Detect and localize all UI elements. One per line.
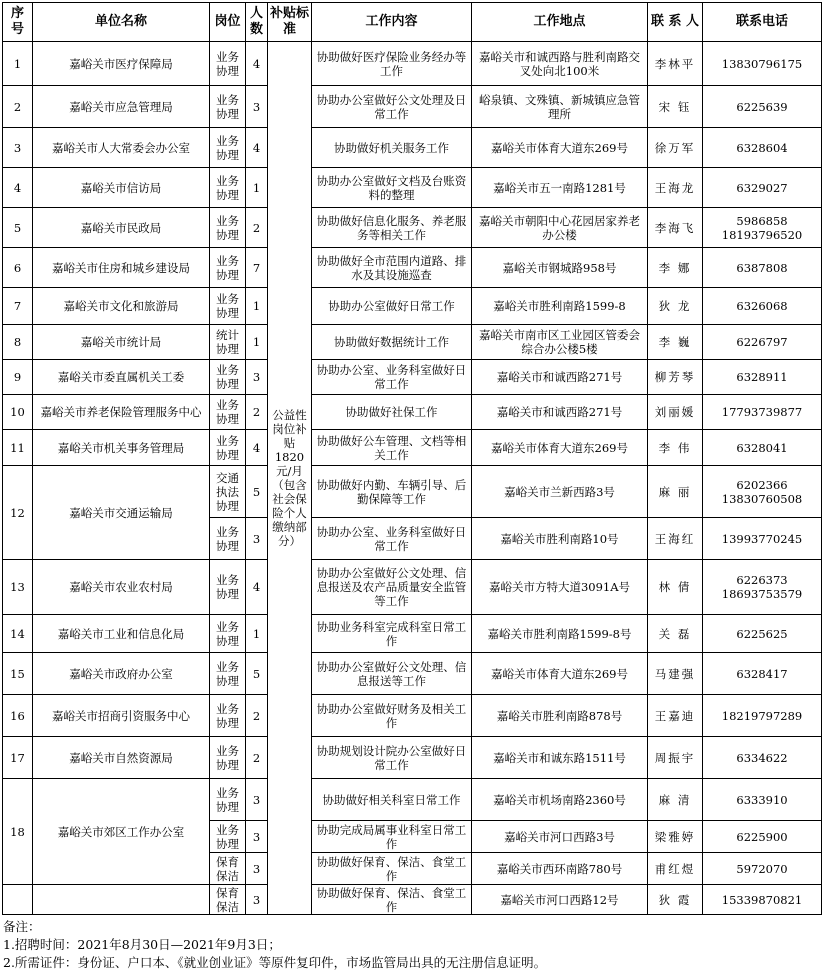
row-content: 协助做好医疗保险业务经办等工作	[312, 42, 472, 86]
row-post: 业务协理	[210, 653, 246, 695]
row-unit: 嘉峪关市住房和城乡建设局	[33, 248, 210, 288]
table-row	[3, 208, 822, 248]
row-count: 2	[246, 395, 268, 430]
header-post: 岗位	[210, 3, 246, 42]
row-content: 协助办公室做好文档及台账资料的整理	[312, 168, 472, 208]
row-seq: 14	[3, 615, 33, 653]
row-unit: 嘉峪关市政府办公室	[33, 653, 210, 695]
table-row	[3, 430, 822, 466]
row-seq: 9	[3, 360, 33, 395]
row-location: 嘉峪关市和诚西路271号	[472, 395, 648, 430]
row-count: 1	[246, 168, 268, 208]
row-seq: 4	[3, 168, 33, 208]
row-phone: 6226797	[703, 325, 822, 360]
row-location: 嘉峪关市西环南路780号	[472, 853, 648, 885]
table-row	[3, 885, 822, 915]
row-unit: 嘉峪关市统计局	[33, 325, 210, 360]
row-contact: 王海龙	[648, 168, 703, 208]
row-count: 3	[246, 885, 268, 915]
row-seq: 1	[3, 42, 33, 86]
row-content: 协助做好保育、保洁、食堂工作	[312, 853, 472, 885]
row-post: 业务协理	[210, 737, 246, 779]
row-phone: 6225639	[703, 86, 822, 128]
row-location: 嘉峪关市兰新西路3号	[472, 466, 648, 518]
row-phone: 6334622	[703, 737, 822, 779]
row-content: 协助做好数据统计工作	[312, 325, 472, 360]
row-post: 业务协理	[210, 86, 246, 128]
row-post: 统计协理	[210, 325, 246, 360]
row-post: 业务协理	[210, 779, 246, 821]
row-seq: 6	[3, 248, 33, 288]
row-unit: 嘉峪关市农业农村局	[33, 560, 210, 615]
header-unit: 单位名称	[33, 3, 210, 42]
row-phone: 13993770245	[703, 518, 822, 560]
row-seq: 3	[3, 128, 33, 168]
row-seq: 11	[3, 430, 33, 466]
row-contact: 刘丽媛	[648, 395, 703, 430]
row-seq: 12	[3, 466, 33, 560]
row-count: 1	[246, 615, 268, 653]
row-unit	[33, 885, 210, 915]
table-row	[3, 168, 822, 208]
row-unit: 嘉峪关市信访局	[33, 168, 210, 208]
row-post: 业务协理	[210, 168, 246, 208]
row-location: 嘉峪关市钢城路958号	[472, 248, 648, 288]
row-unit: 嘉峪关市文化和旅游局	[33, 288, 210, 325]
row-contact: 王海红	[648, 518, 703, 560]
positions-table	[2, 2, 822, 915]
row-contact: 狄 龙	[648, 288, 703, 325]
row-phone: 6328604	[703, 128, 822, 168]
row-contact: 关 磊	[648, 615, 703, 653]
table-body	[3, 42, 822, 915]
row-post: 业务协理	[210, 208, 246, 248]
row-unit: 嘉峪关市委直属机关工委	[33, 360, 210, 395]
row-count: 1	[246, 288, 268, 325]
row-content: 协助做好公车管理、文档等相关工作	[312, 430, 472, 466]
row-unit: 嘉峪关市养老保险管理服务中心	[33, 395, 210, 430]
row-content: 协助做好全市范围内道路、排水及其设施巡查	[312, 248, 472, 288]
table-row	[3, 615, 822, 653]
header-contact: 联 系 人	[648, 3, 703, 42]
row-unit: 嘉峪关市应急管理局	[33, 86, 210, 128]
row-unit: 嘉峪关市人大常委会办公室	[33, 128, 210, 168]
table-row	[3, 466, 822, 518]
subsidy-standard: 公益性岗位补贴1820元/月（包含社会保险个人缴纳部分）	[268, 42, 312, 915]
row-count: 3	[246, 86, 268, 128]
row-count: 2	[246, 208, 268, 248]
table-row	[3, 86, 822, 128]
table-row	[3, 128, 822, 168]
row-contact: 马建强	[648, 653, 703, 695]
row-unit: 嘉峪关市郊区工作办公室	[33, 779, 210, 885]
row-count: 4	[246, 560, 268, 615]
row-location: 嘉峪关市机场南路2360号	[472, 779, 648, 821]
row-phone: 6202366 13830760508	[703, 466, 822, 518]
row-contact: 柳芳琴	[648, 360, 703, 395]
row-post: 业务协理	[210, 248, 246, 288]
row-phone: 6328911	[703, 360, 822, 395]
header-count: 人数	[246, 3, 268, 42]
notes	[3, 918, 821, 972]
row-unit: 嘉峪关市医疗保障局	[33, 42, 210, 86]
row-content: 协助办公室做好公文处理及日常工作	[312, 86, 472, 128]
row-location: 嘉峪关市胜利南路878号	[472, 695, 648, 737]
row-post: 业务协理	[210, 128, 246, 168]
row-seq: 17	[3, 737, 33, 779]
row-phone: 6226373 18693753579	[703, 560, 822, 615]
row-count: 3	[246, 853, 268, 885]
row-unit: 嘉峪关市民政局	[33, 208, 210, 248]
row-location: 嘉峪关市体育大道东269号	[472, 128, 648, 168]
row-phone: 5986858 18193796520	[703, 208, 822, 248]
row-location: 嘉峪关市胜利南路1599-8	[472, 288, 648, 325]
table-row	[3, 737, 822, 779]
row-post: 业务协理	[210, 615, 246, 653]
row-seq: 13	[3, 560, 33, 615]
notes-line-2: 2.所需证件：身份证、户口本、《就业创业证》等原件复印件，市场监管局出具的无注册信息证明。	[3, 955, 547, 970]
header-subsidy: 补贴标准	[268, 3, 312, 42]
row-phone: 15339870821	[703, 885, 822, 915]
row-seq: 2	[3, 86, 33, 128]
row-post: 业务协理	[210, 430, 246, 466]
row-post: 业务协理	[210, 695, 246, 737]
row-contact: 麻 清	[648, 779, 703, 821]
row-contact: 宋 钰	[648, 86, 703, 128]
row-content: 协助办公室做好公文处理、信息报送等工作	[312, 653, 472, 695]
row-post: 业务协理	[210, 288, 246, 325]
row-contact: 王嘉迪	[648, 695, 703, 737]
table-row	[3, 42, 822, 86]
row-contact: 徐万军	[648, 128, 703, 168]
row-post: 交通执法协理	[210, 466, 246, 518]
row-post: 业务协理	[210, 42, 246, 86]
row-count: 5	[246, 653, 268, 695]
row-post: 业务协理	[210, 395, 246, 430]
row-location: 嘉峪关市朝阳中心花园居家养老办公楼	[472, 208, 648, 248]
row-post: 业务协理	[210, 518, 246, 560]
row-content: 协助办公室做好财务及相关工作	[312, 695, 472, 737]
row-phone: 6387808	[703, 248, 822, 288]
table-row	[3, 653, 822, 695]
row-unit: 嘉峪关市招商引资服务中心	[33, 695, 210, 737]
row-content: 协助做好社保工作	[312, 395, 472, 430]
row-location: 嘉峪关市河口西路12号	[472, 885, 648, 915]
row-contact: 李 巍	[648, 325, 703, 360]
row-location: 嘉峪关市和诚西路271号	[472, 360, 648, 395]
row-unit: 嘉峪关市工业和信息化局	[33, 615, 210, 653]
row-location: 嘉峪关市五一南路1281号	[472, 168, 648, 208]
row-seq: 18	[3, 779, 33, 885]
row-contact: 狄 霞	[648, 885, 703, 915]
header-location: 工作地点	[472, 3, 648, 42]
row-contact: 李林平	[648, 42, 703, 86]
row-phone: 6328041	[703, 430, 822, 466]
row-post: 业务协理	[210, 821, 246, 853]
row-contact: 梁雅婷	[648, 821, 703, 853]
table-row	[3, 779, 822, 821]
table-row	[3, 560, 822, 615]
row-count: 1	[246, 325, 268, 360]
row-phone: 5972070	[703, 853, 822, 885]
row-seq: 8	[3, 325, 33, 360]
row-content: 协助做好内勤、车辆引导、后勤保障等工作	[312, 466, 472, 518]
row-content: 协助办公室做好日常工作	[312, 288, 472, 325]
row-contact: 李 娜	[648, 248, 703, 288]
row-post: 业务协理	[210, 360, 246, 395]
row-unit: 嘉峪关市自然资源局	[33, 737, 210, 779]
row-phone: 13830796175	[703, 42, 822, 86]
header-seq: 序号	[3, 3, 33, 42]
row-contact: 林 倩	[648, 560, 703, 615]
row-seq	[3, 885, 33, 915]
row-location: 嘉峪关市和诚东路1511号	[472, 737, 648, 779]
row-contact: 李 伟	[648, 430, 703, 466]
row-phone: 6328417	[703, 653, 822, 695]
row-content: 协助做好信息化服务、养老服务等相关工作	[312, 208, 472, 248]
row-count: 4	[246, 42, 268, 86]
row-location: 嘉峪关市体育大道东269号	[472, 430, 648, 466]
table-row	[3, 360, 822, 395]
row-phone: 6225625	[703, 615, 822, 653]
row-count: 3	[246, 518, 268, 560]
notes-title: 备注：	[3, 919, 41, 934]
row-content: 协助做好机关服务工作	[312, 128, 472, 168]
row-count: 4	[246, 128, 268, 168]
row-phone: 18219797289	[703, 695, 822, 737]
row-count: 2	[246, 695, 268, 737]
row-contact: 周振宇	[648, 737, 703, 779]
table-row	[3, 325, 822, 360]
table-row	[3, 248, 822, 288]
row-contact: 甫红煜	[648, 853, 703, 885]
row-count: 7	[246, 248, 268, 288]
notes-line-1: 1.招聘时间：2021年8月30日—2021年9月3日；	[3, 937, 281, 952]
row-phone: 6333910	[703, 779, 822, 821]
row-unit: 嘉峪关市机关事务管理局	[33, 430, 210, 466]
row-content: 协助办公室做好公文处理、信息报送及农产品质量安全监管等工作	[312, 560, 472, 615]
table-row	[3, 288, 822, 325]
row-unit: 嘉峪关市交通运输局	[33, 466, 210, 560]
row-location: 峪泉镇、文殊镇、新城镇应急管理所	[472, 86, 648, 128]
row-phone: 17793739877	[703, 395, 822, 430]
table-row	[3, 395, 822, 430]
row-content: 协助办公室、业务科室做好日常工作	[312, 360, 472, 395]
row-seq: 7	[3, 288, 33, 325]
row-phone: 6225900	[703, 821, 822, 853]
row-location: 嘉峪关市体育大道东269号	[472, 653, 648, 695]
row-seq: 15	[3, 653, 33, 695]
row-content: 协助办公室、业务科室做好日常工作	[312, 518, 472, 560]
row-phone: 6329027	[703, 168, 822, 208]
row-location: 嘉峪关市方特大道3091A号	[472, 560, 648, 615]
row-post: 保育保洁	[210, 885, 246, 915]
row-phone: 6326068	[703, 288, 822, 325]
row-content: 协助规划设计院办公室做好日常工作	[312, 737, 472, 779]
row-location: 嘉峪关市南市区工业园区管委会综合办公楼5楼	[472, 325, 648, 360]
row-post: 业务协理	[210, 560, 246, 615]
row-count: 3	[246, 779, 268, 821]
table-header-row	[3, 3, 822, 42]
row-seq: 10	[3, 395, 33, 430]
row-content: 协助完成局属事业科室日常工作	[312, 821, 472, 853]
table-row	[3, 695, 822, 737]
row-seq: 5	[3, 208, 33, 248]
header-content: 工作内容	[312, 3, 472, 42]
row-content: 协助业务科室完成科室日常工作	[312, 615, 472, 653]
row-post: 保育保洁	[210, 853, 246, 885]
row-count: 5	[246, 466, 268, 518]
row-location: 嘉峪关市胜利南路1599-8号	[472, 615, 648, 653]
row-location: 嘉峪关市胜利南路10号	[472, 518, 648, 560]
row-count: 2	[246, 737, 268, 779]
row-count: 4	[246, 430, 268, 466]
row-count: 3	[246, 821, 268, 853]
row-contact: 麻 丽	[648, 466, 703, 518]
row-contact: 李海飞	[648, 208, 703, 248]
row-content: 协助做好保育、保洁、食堂工作	[312, 885, 472, 915]
row-count: 3	[246, 360, 268, 395]
row-location: 嘉峪关市河口西路3号	[472, 821, 648, 853]
header-phone: 联系电话	[703, 3, 822, 42]
row-content: 协助做好相关科室日常工作	[312, 779, 472, 821]
row-location: 嘉峪关市和诚西路与胜利南路交叉处向北100米	[472, 42, 648, 86]
row-seq: 16	[3, 695, 33, 737]
